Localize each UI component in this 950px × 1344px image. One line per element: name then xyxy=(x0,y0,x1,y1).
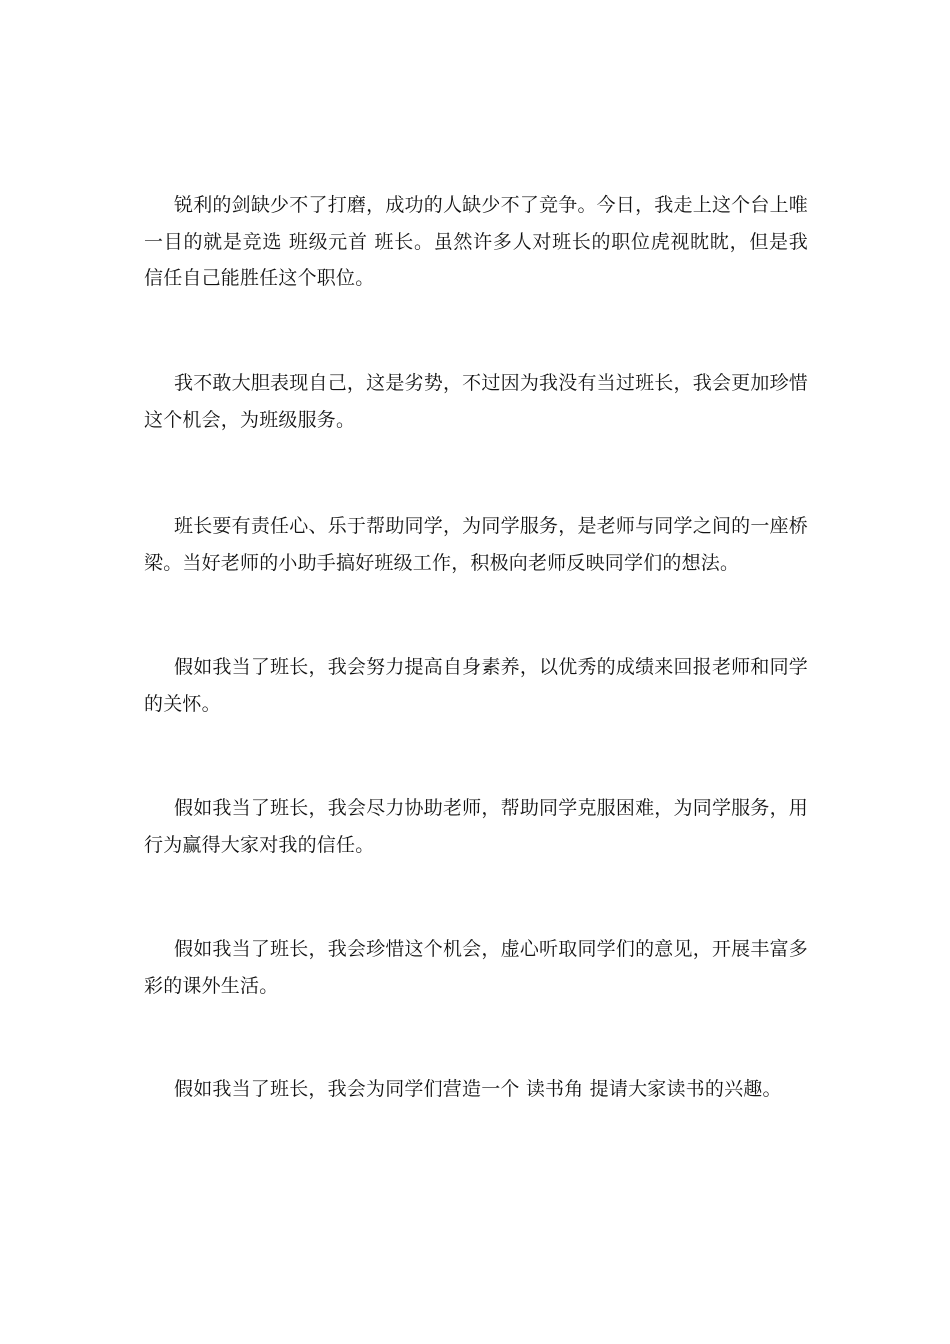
paragraph: 我不敢大胆表现自己，这是劣势，不过因为我没有当过班长，我会更加珍惜这个机会，为班级服务。 xyxy=(144,372,808,431)
paragraph: 锐利的剑缺少不了打磨，成功的人缺少不了竞争。今日，我走上这个台上唯一目的就是竞选 班级元首 班长。虽然许多人对班长的职位虎视眈眈，但是我信任自己能胜任这个职位。 xyxy=(144,194,808,289)
paragraph: 假如我当了班长，我会为同学们营造一个 读书角 提请大家读书的兴趣。 xyxy=(174,1078,782,1100)
paragraph: 班长要有责任心、乐于帮助同学，为同学服务，是老师与同学之间的一座桥梁。当好老师的小助手搞好班级工作，积极向老师反映同学们的想法。 xyxy=(144,515,808,574)
paragraph: 假如我当了班长，我会珍惜这个机会，虚心听取同学们的意见，开展丰富多彩的课外生活。 xyxy=(144,938,808,997)
paragraph: 假如我当了班长，我会尽力协助老师，帮助同学克服困难，为同学服务，用行为赢得大家对我的信任。 xyxy=(144,797,808,856)
paragraph: 假如我当了班长，我会努力提高自身素养，以优秀的成绩来回报老师和同学的关怀。 xyxy=(144,656,808,715)
